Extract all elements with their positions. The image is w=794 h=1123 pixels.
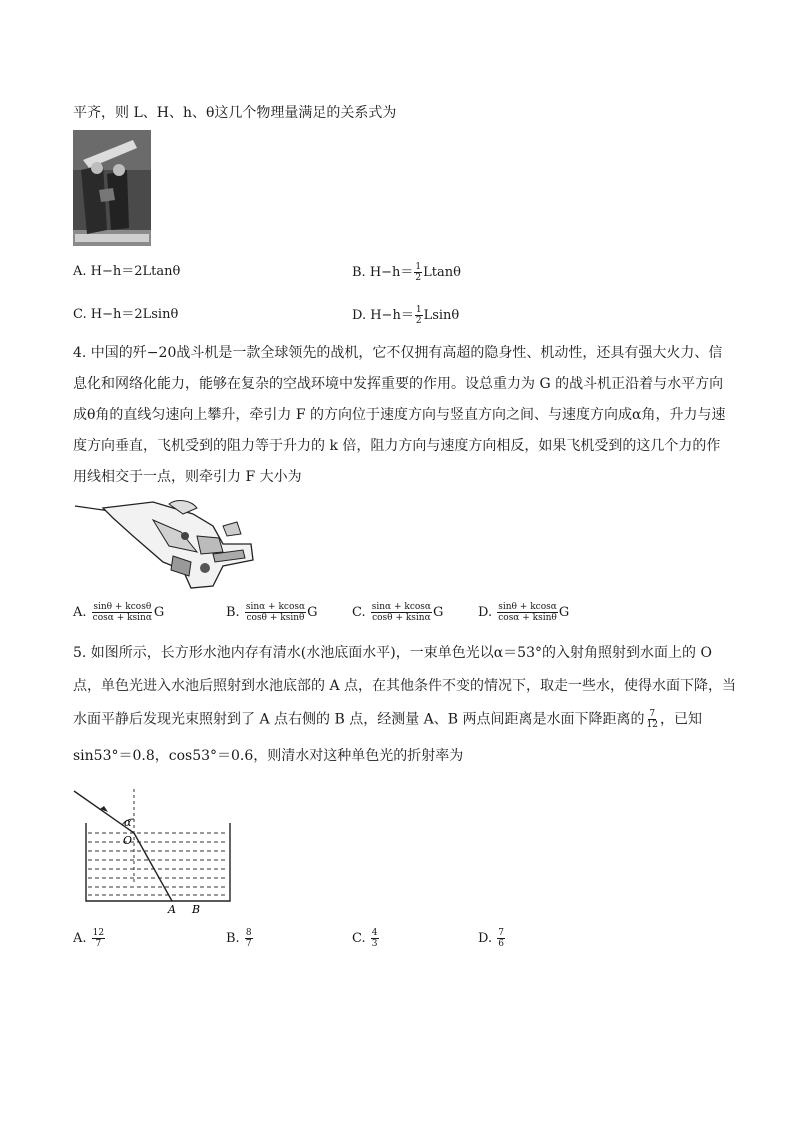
q5-stem-line: sin53°＝0.8，cos53°＝0.6，则清水对这种单色光的折射率为 bbox=[73, 748, 464, 764]
q4-option-a-fraction: $\frac{\sin\theta + kcos\theta}{\cos\alpha + ksin\alpha}$ bbox=[92, 602, 152, 623]
q5-stem-line: 5. 如图所示，长方形水池内存有清水(水池底面水平)，一束单色光以α＝53°的入射角照射到水面上的 O bbox=[73, 645, 712, 661]
pool-walls bbox=[86, 823, 230, 901]
q4-option-c[interactable] bbox=[352, 602, 443, 623]
q3-photo bbox=[73, 130, 151, 246]
q4-option-d[interactable] bbox=[478, 602, 569, 623]
q5-option-c-fraction: $\frac{4}{3}$ bbox=[371, 928, 378, 949]
q5-stem-fraction: $\frac{7}{12}$ bbox=[646, 709, 658, 730]
q5-stem-line: 点，单色光进入水池后照射到水池底部的 A 点，在其他条件不变的情况下，取走一些水，使得水面下降，当 bbox=[73, 678, 737, 694]
q4-option-b-unit: G bbox=[307, 605, 318, 620]
q4-stem-line: 息化和网络化能力，能够在复杂的空战环境中发挥重要的作用。设总重力为 G 的战斗机正沿着与水平方向 bbox=[73, 376, 724, 392]
q4-option-a-unit: G bbox=[153, 605, 165, 620]
q3-option-d-prefix: D. H−h＝ bbox=[352, 308, 414, 323]
q4-option-a[interactable] bbox=[73, 602, 164, 623]
q5-option-a[interactable] bbox=[73, 928, 106, 949]
q5-option-c[interactable] bbox=[352, 928, 380, 949]
q5-option-d[interactable] bbox=[478, 928, 506, 949]
q4-option-d-unit: G bbox=[558, 605, 570, 620]
q4-jet-figure bbox=[73, 496, 258, 596]
q4-option-c-fraction: $\frac{\sin\alpha + kcos\alpha}{\cos\theta + ksin\alpha}$ bbox=[371, 602, 432, 623]
q4-option-b-label: B. bbox=[226, 605, 240, 620]
point-o-label: O bbox=[123, 834, 133, 847]
q4-stem-line: 4. 中国的歼−20战斗机是一款全球领先的战机，它不仅拥有高超的隐身性、机动性，还具有强大火力、信 bbox=[73, 345, 723, 361]
q4-stem-line: 度方向垂直，飞机受到的阻力等于升力的 k 倍，阻力方向与速度方向相反，如果飞机受到的这几个力的作 bbox=[73, 438, 721, 454]
pool-diagram bbox=[70, 785, 240, 915]
point-b-label: B bbox=[192, 903, 201, 915]
q3-option-b-prefix: B. H−h＝ bbox=[352, 265, 414, 280]
q3-option-b-fraction: $\frac{1}{2}$ bbox=[415, 262, 422, 283]
water-dashes bbox=[88, 833, 228, 895]
q5-option-d-fraction: $\frac{7}{6}$ bbox=[498, 928, 504, 949]
q5-option-d-label: D. bbox=[478, 931, 493, 946]
q3-option-d-suffix: Lsinθ bbox=[423, 308, 460, 323]
q4-option-b[interactable] bbox=[226, 602, 317, 623]
q4-option-d-fraction: $\frac{\sin\theta + kcos\alpha}{\cos\alpha + ksin\theta}$ bbox=[498, 602, 557, 623]
q5-option-b-label: B. bbox=[226, 931, 240, 946]
q4-option-c-label: C. bbox=[352, 605, 366, 620]
q5-stem-prefix: 水面平静后发现光束照射到了 A 点右侧的 B 点，经测量 A、B 两点间距离是水面下降距离的 bbox=[73, 711, 645, 728]
q5-option-b[interactable] bbox=[226, 928, 254, 949]
q3-option-c[interactable]: C. H−h＝2Lsinθ bbox=[73, 307, 179, 322]
q4-option-b-fraction: $\frac{\sin\alpha + kcos\alpha}{\cos\theta + ksin\theta}$ bbox=[245, 602, 306, 623]
refracted-ray bbox=[134, 833, 172, 901]
q4-stem-line: 用线相交于一点，则牵引力 F 大小为 bbox=[73, 469, 302, 485]
q3-option-a[interactable]: A. H−h＝2Ltanθ bbox=[73, 264, 181, 279]
q4-option-c-unit: G bbox=[433, 605, 444, 620]
q4-option-a-label: A. bbox=[73, 605, 87, 620]
q4-stem-line: 成θ角的直线匀速向上攀升，牵引力 F 的方向位于速度方向与竖直方向之间、与速度方向成α角，升力与速 bbox=[73, 407, 726, 423]
q3-stem-tail: 平齐，则 L、H、h、θ这几个物理量满足的关系式为 bbox=[73, 105, 397, 121]
alpha-label: α bbox=[124, 816, 132, 829]
q3-photo-illustration bbox=[73, 130, 151, 246]
jet-fighter-illustration bbox=[73, 496, 258, 592]
q5-option-a-label: A. bbox=[73, 931, 87, 946]
q5-pool-figure bbox=[70, 785, 240, 919]
q5-option-a-fraction: $\frac{12}{7}$ bbox=[92, 928, 105, 949]
point-a-label: A bbox=[168, 903, 176, 915]
q5-option-b-fraction: $\frac{8}{7}$ bbox=[245, 928, 252, 949]
q4-option-d-label: D. bbox=[478, 605, 493, 620]
q3-option-d[interactable] bbox=[352, 305, 459, 326]
q3-option-b-suffix: Ltanθ bbox=[423, 265, 461, 280]
q5-option-c-label: C. bbox=[352, 931, 366, 946]
ray-arrow-icon bbox=[100, 806, 108, 812]
q3-option-d-fraction: $\frac{1}{2}$ bbox=[415, 305, 422, 326]
q3-option-b[interactable] bbox=[352, 262, 461, 283]
q5-stem-suffix: ，已知 bbox=[659, 711, 702, 728]
q5-stem-line bbox=[73, 709, 702, 730]
